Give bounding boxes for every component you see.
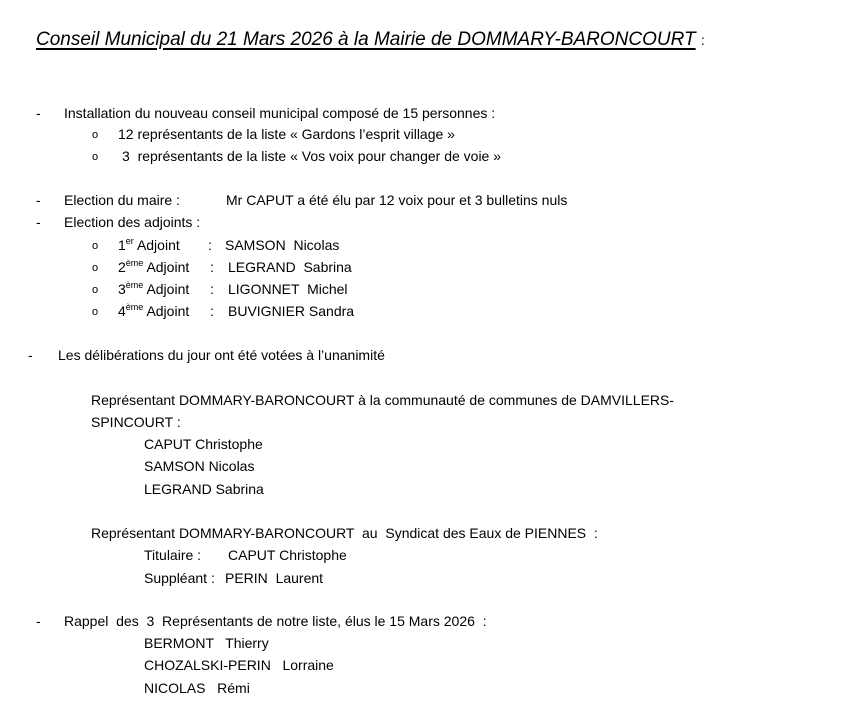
- rappel-member: NICOLAS Rémi: [144, 680, 250, 696]
- bullet-circle: o: [92, 151, 99, 163]
- maire-label: Election du maire :: [64, 192, 180, 208]
- adjoints-label: Election des adjoints :: [64, 214, 201, 230]
- maire-text: Mr CAPUT a été élu par 12 voix pour et 3 bulletins nuls: [226, 192, 568, 208]
- deliberations-text: Les délibérations du jour ont été votées à l’unanimité: [58, 347, 385, 363]
- bullet-circle: o: [92, 129, 99, 141]
- adjoint-colon: :: [210, 281, 214, 297]
- communaute-member: CAPUT Christophe: [144, 436, 263, 452]
- adjoint-name: SAMSON Nicolas: [225, 237, 340, 253]
- rappel-text: Rappel des 3 Représentants de notre liste, élus le 15 Mars 2026 :: [64, 613, 487, 629]
- titulaire-name: CAPUT Christophe: [228, 547, 347, 563]
- bullet-circle: o: [92, 262, 99, 274]
- adjoint-name: LIGONNET Michel: [228, 281, 348, 297]
- title-main: Conseil Municipal du 21 Mars 2026 à la Mairie de DOMMARY-BARONCOURT: [36, 29, 696, 50]
- bullet-dash: -: [36, 613, 41, 629]
- titulaire-label: Titulaire :: [144, 547, 202, 563]
- suppleant-label: Suppléant :: [144, 570, 215, 586]
- installation-item: 12 représentants de la liste « Gardons l’esprit village »: [118, 126, 455, 142]
- syndicat-text: Représentant DOMMARY-BARONCOURT au Syndicat des Eaux de PIENNES :: [91, 525, 598, 541]
- bullet-dash: -: [36, 214, 41, 230]
- adjoint-role: 1er Adjoint: [118, 236, 180, 253]
- suppleant-name: PERIN Laurent: [225, 570, 324, 586]
- communaute-text: Représentant DOMMARY-BARONCOURT à la communauté de communes de DAMVILLERS-: [91, 392, 675, 408]
- adjoint-role: 4ème Adjoint: [118, 302, 190, 319]
- bullet-circle: o: [92, 306, 99, 318]
- installation-text: Installation du nouveau conseil municipal composé de 15 personnes :: [64, 105, 496, 121]
- adjoint-name: LEGRAND Sabrina: [228, 259, 352, 275]
- communaute-member: LEGRAND Sabrina: [144, 481, 264, 497]
- rappel-member: BERMONT Thierry: [144, 635, 269, 651]
- bullet-dash: -: [36, 105, 41, 121]
- bullet-circle: o: [92, 284, 99, 296]
- title-colon: :: [700, 32, 705, 48]
- installation-item: 3 représentants de la liste « Vos voix pour changer de voie »: [122, 148, 502, 164]
- bullet-dash: -: [28, 347, 33, 363]
- adjoint-role: 3ème Adjoint: [118, 280, 190, 297]
- adjoint-role: 2ème Adjoint: [118, 258, 190, 275]
- adjoint-colon: :: [208, 237, 212, 253]
- bullet-circle: o: [92, 240, 99, 252]
- communaute-text-cont: SPINCOURT :: [91, 414, 181, 430]
- communaute-member: SAMSON Nicolas: [144, 458, 255, 474]
- adjoint-colon: :: [210, 259, 214, 275]
- rappel-member: CHOZALSKI-PERIN Lorraine: [144, 657, 334, 673]
- page-title: [36, 28, 705, 52]
- bullet-dash: -: [36, 192, 41, 208]
- adjoint-colon: :: [210, 303, 214, 319]
- adjoint-name: BUVIGNIER Sandra: [228, 303, 355, 319]
